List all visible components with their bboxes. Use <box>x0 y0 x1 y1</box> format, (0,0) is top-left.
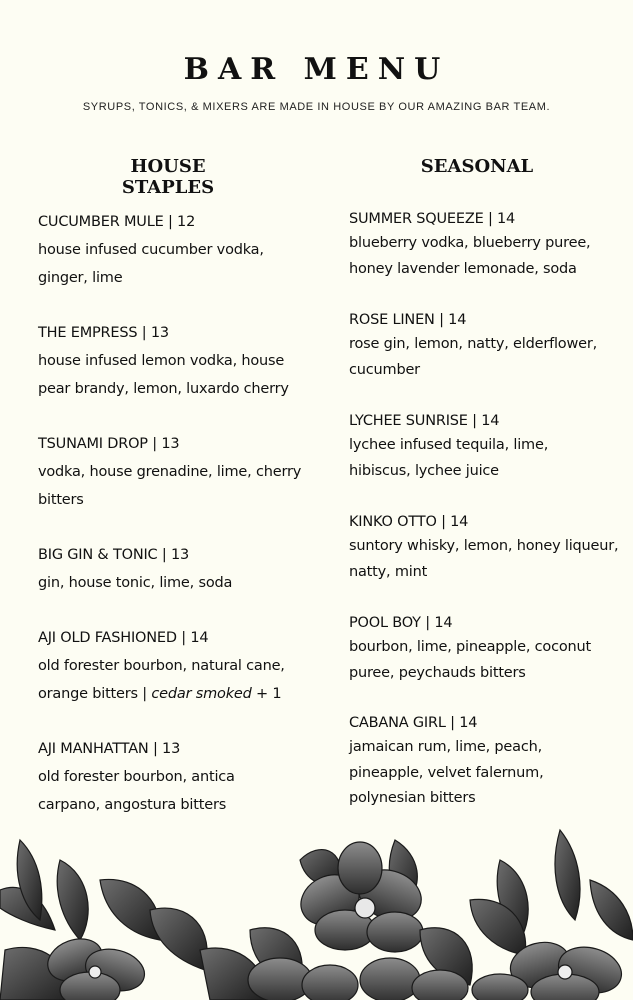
item-desc-line: puree, peychauds bitters <box>349 664 526 681</box>
item-desc-line: honey lavender lemonade, soda <box>349 260 577 277</box>
item-desc-line: suntory whisky, lemon, honey liqueur, <box>349 538 619 554</box>
item-name: SUMMER SQUEEZE | 14 <box>349 211 516 227</box>
menu-subtitle: SYRUPS, TONICS, & MIXERS ARE MADE IN HOUSE BY OUR AMAZING BAR TEAM. <box>82 101 551 113</box>
menu-item-kinko-otto <box>349 511 619 585</box>
item-description <box>349 534 619 585</box>
item-name: CUCUMBER MULE | 12 <box>38 214 196 230</box>
item-description <box>38 347 308 403</box>
item-description <box>349 635 619 686</box>
menu-item-big-gin-tonic <box>38 544 308 597</box>
item-desc-line: natty, mint <box>349 563 428 580</box>
menu-item-pool-boy <box>349 612 619 686</box>
item-addon-label: cedar smoked <box>151 686 252 702</box>
menu-item-aji-old-fashioned <box>38 627 308 708</box>
item-desc-line: cucumber <box>349 361 420 378</box>
item-description <box>38 236 308 292</box>
item-description <box>38 569 308 597</box>
item-name: BIG GIN & TONIC | 13 <box>38 547 190 563</box>
item-desc-line: old forester bourbon, natural cane, <box>38 658 285 674</box>
item-name: AJI MANHATTAN | 13 <box>38 741 181 757</box>
menu-item-lychee-sunrise <box>349 410 619 484</box>
item-name: LYCHEE SUNRISE | 14 <box>349 413 500 429</box>
item-description <box>38 763 308 819</box>
item-desc-line: lychee infused tequila, lime, <box>349 437 549 453</box>
item-desc-line: bourbon, lime, pineapple, coconut <box>349 639 591 655</box>
item-desc-line: gin, house tonic, lime, soda <box>38 575 233 591</box>
menu-item-the-empress <box>38 322 308 403</box>
item-description <box>38 652 308 708</box>
item-desc-line: polynesian bitters <box>349 790 476 806</box>
item-name: KINKO OTTO | 14 <box>349 514 469 530</box>
item-desc-line <box>38 680 308 708</box>
item-name: CABANA GIRL | 14 <box>349 715 478 731</box>
item-desc-line: blueberry vodka, blueberry puree, <box>349 235 591 251</box>
item-desc-line: bitters <box>38 492 84 508</box>
item-description <box>349 735 619 812</box>
house-staples-heading: HOUSE STAPLES <box>121 156 215 198</box>
item-desc-line: hibiscus, lychee juice <box>349 462 499 479</box>
item-desc-text: orange bitters | <box>38 686 152 702</box>
menu-title: BAR MENU <box>183 52 450 87</box>
menu-item-cucumber-mule <box>38 211 308 292</box>
item-desc-line: house infused lemon vodka, house <box>38 353 285 369</box>
item-description <box>38 458 308 514</box>
item-name: AJI OLD FASHIONED | 14 <box>38 630 209 646</box>
item-name: THE EMPRESS | 13 <box>38 325 169 341</box>
item-description <box>349 332 619 383</box>
item-desc-line: rose gin, lemon, natty, elderflower, <box>349 336 598 352</box>
menu-item-summer-squeeze <box>349 208 619 282</box>
item-name: POOL BOY | 14 <box>349 615 453 631</box>
seasonal-heading: SEASONAL <box>420 156 534 177</box>
item-desc-line: jamaican rum, lime, peach, <box>349 739 543 755</box>
item-description <box>349 433 619 484</box>
item-desc-line: pineapple, velvet falernum, <box>349 764 544 781</box>
menu-item-aji-manhattan <box>38 738 308 819</box>
item-desc-line: vodka, house grenadine, lime, cherry <box>38 464 302 480</box>
item-desc-line: pear brandy, lemon, luxardo cherry <box>38 381 289 397</box>
item-name: ROSE LINEN | 14 <box>349 312 467 328</box>
floral-border-icon <box>0 820 633 1000</box>
item-desc-line: house infused cucumber vodka, <box>38 242 264 258</box>
menu-item-rose-linen <box>349 309 619 383</box>
item-desc-line: carpano, angostura bitters <box>38 797 227 813</box>
menu-item-cabana-girl <box>349 712 619 812</box>
item-desc-line: old forester bourbon, antica <box>38 769 235 785</box>
item-name: TSUNAMI DROP | 13 <box>38 436 180 452</box>
item-addon-price: + 1 <box>251 686 282 702</box>
item-description <box>349 231 619 282</box>
item-desc-line: ginger, lime <box>38 270 123 286</box>
menu-item-tsunami-drop <box>38 433 308 514</box>
